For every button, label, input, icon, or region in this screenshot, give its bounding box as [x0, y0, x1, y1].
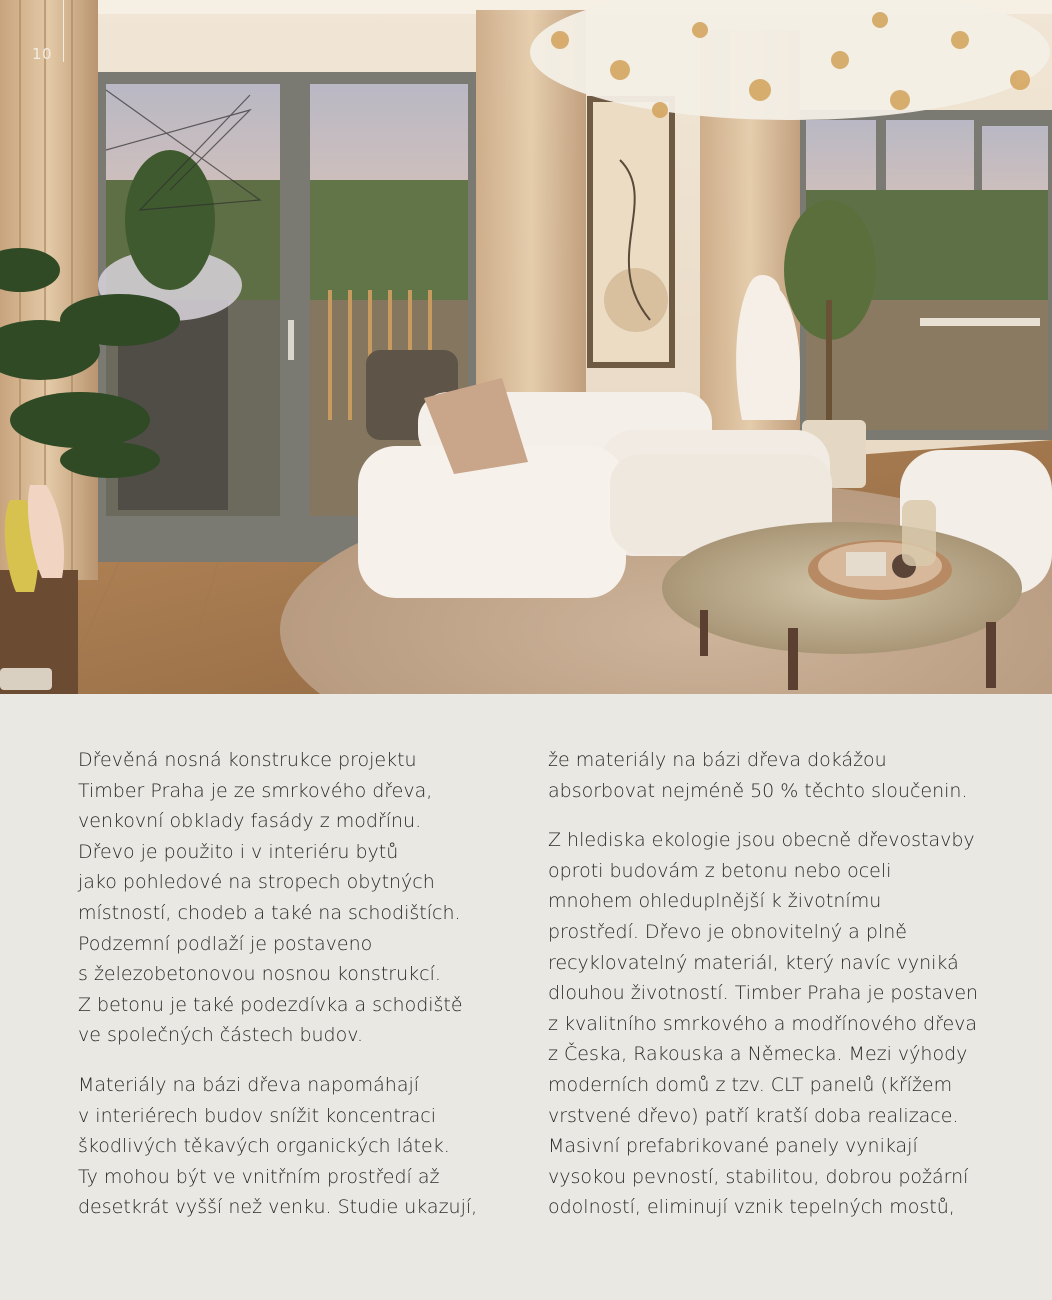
text-column-left: [78, 745, 518, 1242]
text-line: z kvalitního smrkového a modřínového dřeva: [548, 1012, 978, 1035]
text-line: Masivní prefabrikované panely vynikají: [548, 1135, 918, 1158]
text-line: Timber Praha je ze smrkového dřeva,: [78, 779, 433, 802]
text-line: Ty mohou být ve vnitřním prostředí až: [78, 1165, 440, 1188]
text-line: mnohem ohleduplnější k životnímu: [548, 890, 882, 913]
text-line: z Česka, Rakouska a Německa. Mezi výhody: [548, 1043, 968, 1066]
text-line: odolností, eliminují vznik tepelných mostů,: [548, 1196, 955, 1219]
paragraph: [548, 825, 988, 1223]
text-line: Z hlediska ekologie jsou obecně dřevostavby: [548, 829, 975, 852]
text-line: venkovní obklady fasády z modřínu.: [78, 810, 422, 833]
text-line: s železobetonovou nosnou konstrukcí.: [78, 963, 441, 986]
text-line: že materiály na bázi dřeva dokážou: [548, 749, 887, 771]
text-line: prostředí. Dřevo je obnovitelný a plně: [548, 920, 907, 943]
text-column-right: [548, 745, 988, 1242]
text-line: Dřevěná nosná konstrukce projektu: [78, 749, 417, 771]
text-line: místností, chodeb a také na schodištích.: [78, 901, 461, 924]
text-line: Materiály na bázi dřeva napomáhají: [78, 1073, 420, 1096]
text-line: recyklovatelný materiál, který navíc vyniká: [548, 951, 959, 974]
text-line: moderních domů z tzv. CLT panelů (křížem: [548, 1073, 953, 1096]
text-line: Dřevo je použito i v interiéru bytů: [78, 840, 399, 863]
text-line: ve společných částech budov.: [78, 1024, 364, 1047]
text-line: Podzemní podlaží je postaveno: [78, 932, 373, 955]
page-number: 10: [32, 45, 53, 63]
text-line: vrstvené dřevo) patří kratší doba realizace.: [548, 1104, 959, 1127]
text-line: v interiérech budov snížit koncentraci: [78, 1104, 436, 1127]
text-line: oproti budovám z betonu nebo oceli: [548, 859, 892, 882]
text-line: škodlivých těkavých organických látek.: [78, 1135, 450, 1158]
text-line: dlouhou životností. Timber Praha je postaven: [548, 982, 979, 1005]
text-line: absorbovat nejméně 50 % těchto sloučenin.: [548, 779, 968, 802]
text-line: desetkrát vyšší než venku. Studie ukazují,: [78, 1196, 478, 1219]
paragraph: [548, 745, 988, 806]
paragraph: [78, 745, 518, 1051]
paragraph: [78, 1070, 518, 1223]
page-number-divider: [63, 0, 64, 62]
text-line: jako pohledové na stropech obytných: [78, 871, 435, 894]
text-line: vysokou pevností, stabilitou, dobrou požární: [548, 1165, 969, 1188]
text-line: Z betonu je také podezdívka a schodiště: [78, 993, 463, 1016]
